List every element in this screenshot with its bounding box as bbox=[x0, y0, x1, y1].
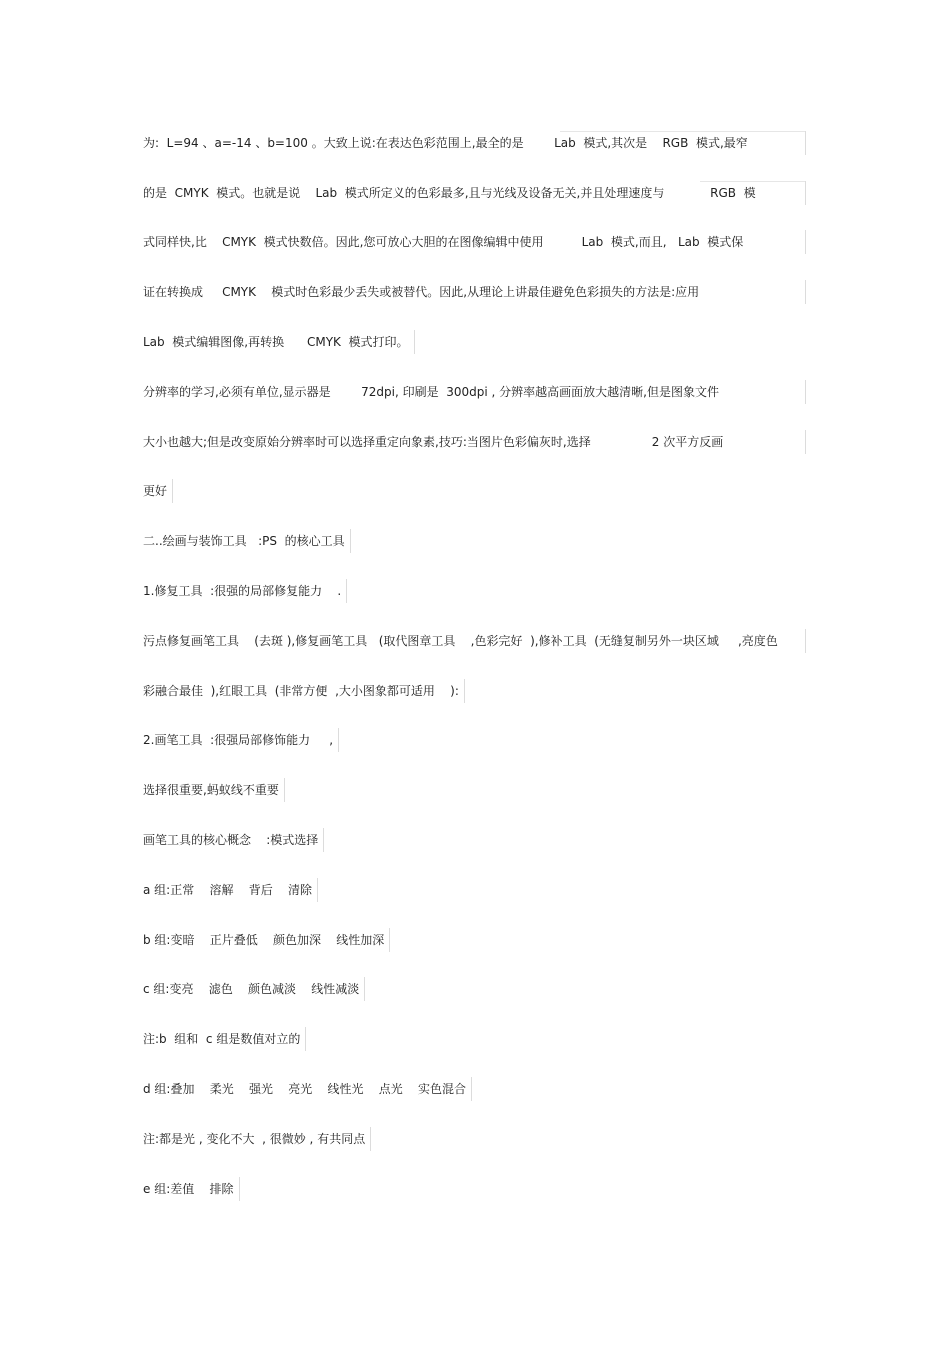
text-line: 画笔工具的核心概念 :模式选择 bbox=[143, 828, 324, 852]
subsection-heading: 2.画笔工具 :很强局部修饰能力 , bbox=[143, 728, 339, 752]
text-line: 分辨率的学习,必须有单位,显示器是 72dpi, 印刷是 300dpi , 分辨率越高画面放大越清晰,但是图象文件 bbox=[143, 380, 806, 404]
text-line: 式同样快,比 CMYK 模式快数倍。因此,您可放心大胆的在图像编辑中使用 Lab 模式,而且, Lab 模式保 bbox=[143, 230, 806, 254]
text-line: 选择很重要,蚂蚁线不重要 bbox=[143, 778, 285, 802]
note-line: 注:b 组和 c 组是数值对立的 bbox=[143, 1027, 306, 1051]
text-line: 彩融合最佳 ),红眼工具 (非常方便 ,大小图象都可适用 ): bbox=[143, 679, 465, 703]
text-line: 更好 bbox=[143, 479, 173, 503]
text-line: Lab 模式编辑图像,再转换 CMYK 模式打印。 bbox=[143, 330, 415, 354]
text-line: 为: L=94 、a=-14 、b=100 。大致上说:在表达色彩范围上,最全的是 Lab 模式,其次是 RGB 模式,最窄 bbox=[143, 131, 806, 155]
list-item: b 组:变暗 正片叠低 颜色加深 线性加深 bbox=[143, 928, 390, 952]
text-line: 污点修复画笔工具 (去斑 ),修复画笔工具 (取代图章工具 ,色彩完好 ),修补工具 (无缝复制另外一块区域 ,亮度色 bbox=[143, 629, 806, 653]
list-item: e 组:差值 排除 bbox=[143, 1177, 240, 1201]
text-line: 的是 CMYK 模式。也就是说 Lab 模式所定义的色彩最多,且与光线及设备无关,并且处理速度与 RGB 模 bbox=[143, 181, 806, 205]
text-line: 证在转换成 CMYK 模式时色彩最少丢失或被替代。因此,从理论上讲最佳避免色彩损失的方法是:应用 bbox=[143, 280, 806, 304]
list-item: d 组:叠加 柔光 强光 亮光 线性光 点光 实色混合 bbox=[143, 1077, 472, 1101]
section-heading: 二..绘画与装饰工具 :PS 的核心工具 bbox=[143, 529, 351, 553]
list-item: a 组:正常 溶解 背后 清除 bbox=[143, 878, 318, 902]
text-line: 大小也越大;但是改变原始分辨率时可以选择重定向象素,技巧:当图片色彩偏灰时,选择 2 次平方反画 bbox=[143, 430, 806, 454]
list-item: c 组:变亮 滤色 颜色减淡 线性减淡 bbox=[143, 977, 365, 1001]
subsection-heading: 1.修复工具 :很强的局部修复能力 . bbox=[143, 579, 347, 603]
note-line: 注:都是光 , 变化不大 , 很微妙 , 有共同点 bbox=[143, 1127, 371, 1151]
